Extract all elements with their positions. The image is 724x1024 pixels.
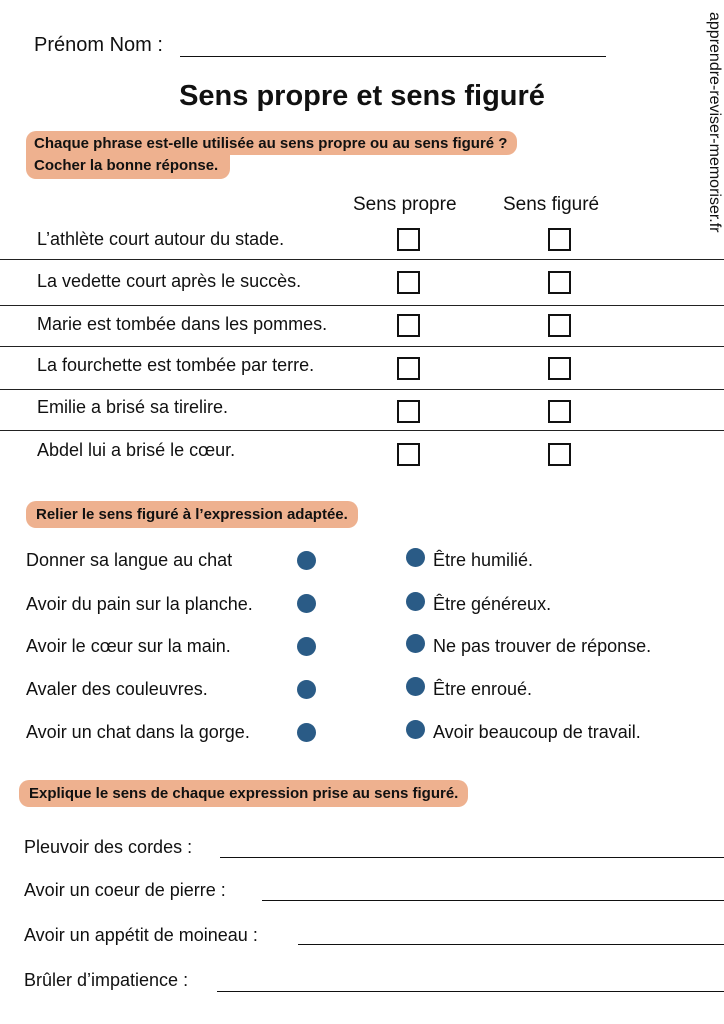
- meaning-right-2: Être généreux.: [433, 594, 552, 614]
- instruction-1-line2: Cocher la bonne réponse.: [26, 155, 230, 179]
- sentence-row-4: La fourchette est tombée par terre.: [37, 355, 315, 375]
- row-divider: [0, 346, 724, 347]
- link-dot-right-4[interactable]: [406, 677, 425, 696]
- column-header-figure: Sens figuré: [503, 194, 600, 215]
- site-watermark: apprendre-reviser-memoriser.fr: [706, 12, 723, 233]
- checkbox-figure-3[interactable]: [548, 314, 571, 337]
- meaning-right-1: Être humilié.: [433, 550, 534, 570]
- question-label-1: Pleuvoir des cordes :: [24, 837, 193, 857]
- instruction-1-line1: Chaque phrase est-elle utilisée au sens propre ou au sens figuré ?: [26, 131, 517, 155]
- instruction-banner-1: [26, 131, 517, 179]
- checkbox-figure-5[interactable]: [548, 400, 571, 423]
- row-divider: [0, 305, 724, 306]
- checkbox-propre-1[interactable]: [397, 228, 420, 251]
- meaning-right-5: Avoir beaucoup de travail.: [433, 722, 641, 742]
- link-dot-right-3[interactable]: [406, 634, 425, 653]
- checkbox-propre-2[interactable]: [397, 271, 420, 294]
- row-divider: [0, 389, 724, 390]
- answer-line-3[interactable]: [298, 944, 724, 945]
- question-label-3: Avoir un appétit de moineau :: [24, 925, 258, 945]
- name-field-label: [34, 34, 163, 57]
- question-label-2: Avoir un coeur de pierre :: [24, 880, 226, 900]
- link-dot-left-5[interactable]: [297, 723, 316, 742]
- answer-line-1[interactable]: [220, 857, 724, 858]
- row-divider: [0, 430, 724, 431]
- expression-left-5: Avoir un chat dans la gorge.: [26, 722, 250, 742]
- expression-left-3: Avoir le cœur sur la main.: [26, 636, 231, 656]
- column-header-propre: Sens propre: [353, 194, 457, 215]
- checkbox-figure-6[interactable]: [548, 443, 571, 466]
- name-blank-line[interactable]: [180, 56, 606, 57]
- checkbox-figure-2[interactable]: [548, 271, 571, 294]
- checkbox-figure-1[interactable]: [548, 228, 571, 251]
- answer-line-4[interactable]: [217, 991, 724, 992]
- row-divider: [0, 259, 724, 260]
- sentence-row-2: La vedette court après le succès.: [37, 271, 302, 291]
- link-dot-left-1[interactable]: [297, 551, 316, 570]
- link-dot-left-3[interactable]: [297, 637, 316, 656]
- checkbox-propre-3[interactable]: [397, 314, 420, 337]
- question-label-4: Brûler d’impatience :: [24, 970, 189, 990]
- sentence-row-5: Emilie a brisé sa tirelire.: [37, 397, 229, 417]
- page-title: Sens propre et sens figuré: [179, 80, 545, 112]
- meaning-right-4: Être enroué.: [433, 679, 533, 699]
- link-dot-right-2[interactable]: [406, 592, 425, 611]
- meaning-right-3: Ne pas trouver de réponse.: [433, 636, 652, 656]
- checkbox-propre-4[interactable]: [397, 357, 420, 380]
- sentence-row-3: Marie est tombée dans les pommes.: [37, 314, 328, 334]
- instruction-banner-3: Explique le sens de chaque expression prise au sens figuré.: [19, 780, 468, 807]
- expression-left-4: Avaler des couleuvres.: [26, 679, 208, 699]
- checkbox-propre-6[interactable]: [397, 443, 420, 466]
- sentence-row-1: L’athlète court autour du stade.: [37, 229, 285, 249]
- link-dot-right-1[interactable]: [406, 548, 425, 567]
- checkbox-figure-4[interactable]: [548, 357, 571, 380]
- link-dot-right-5[interactable]: [406, 720, 425, 739]
- link-dot-left-4[interactable]: [297, 680, 316, 699]
- checkbox-propre-5[interactable]: [397, 400, 420, 423]
- sentence-row-6: Abdel lui a brisé le cœur.: [37, 440, 236, 460]
- instruction-banner-2: Relier le sens figuré à l’expression adaptée.: [26, 501, 358, 528]
- expression-left-2: Avoir du pain sur la planche.: [26, 594, 253, 614]
- link-dot-left-2[interactable]: [297, 594, 316, 613]
- name-label: Prénom Nom :: [34, 34, 163, 56]
- answer-line-2[interactable]: [262, 900, 724, 901]
- expression-left-1: Donner sa langue au chat: [26, 550, 233, 570]
